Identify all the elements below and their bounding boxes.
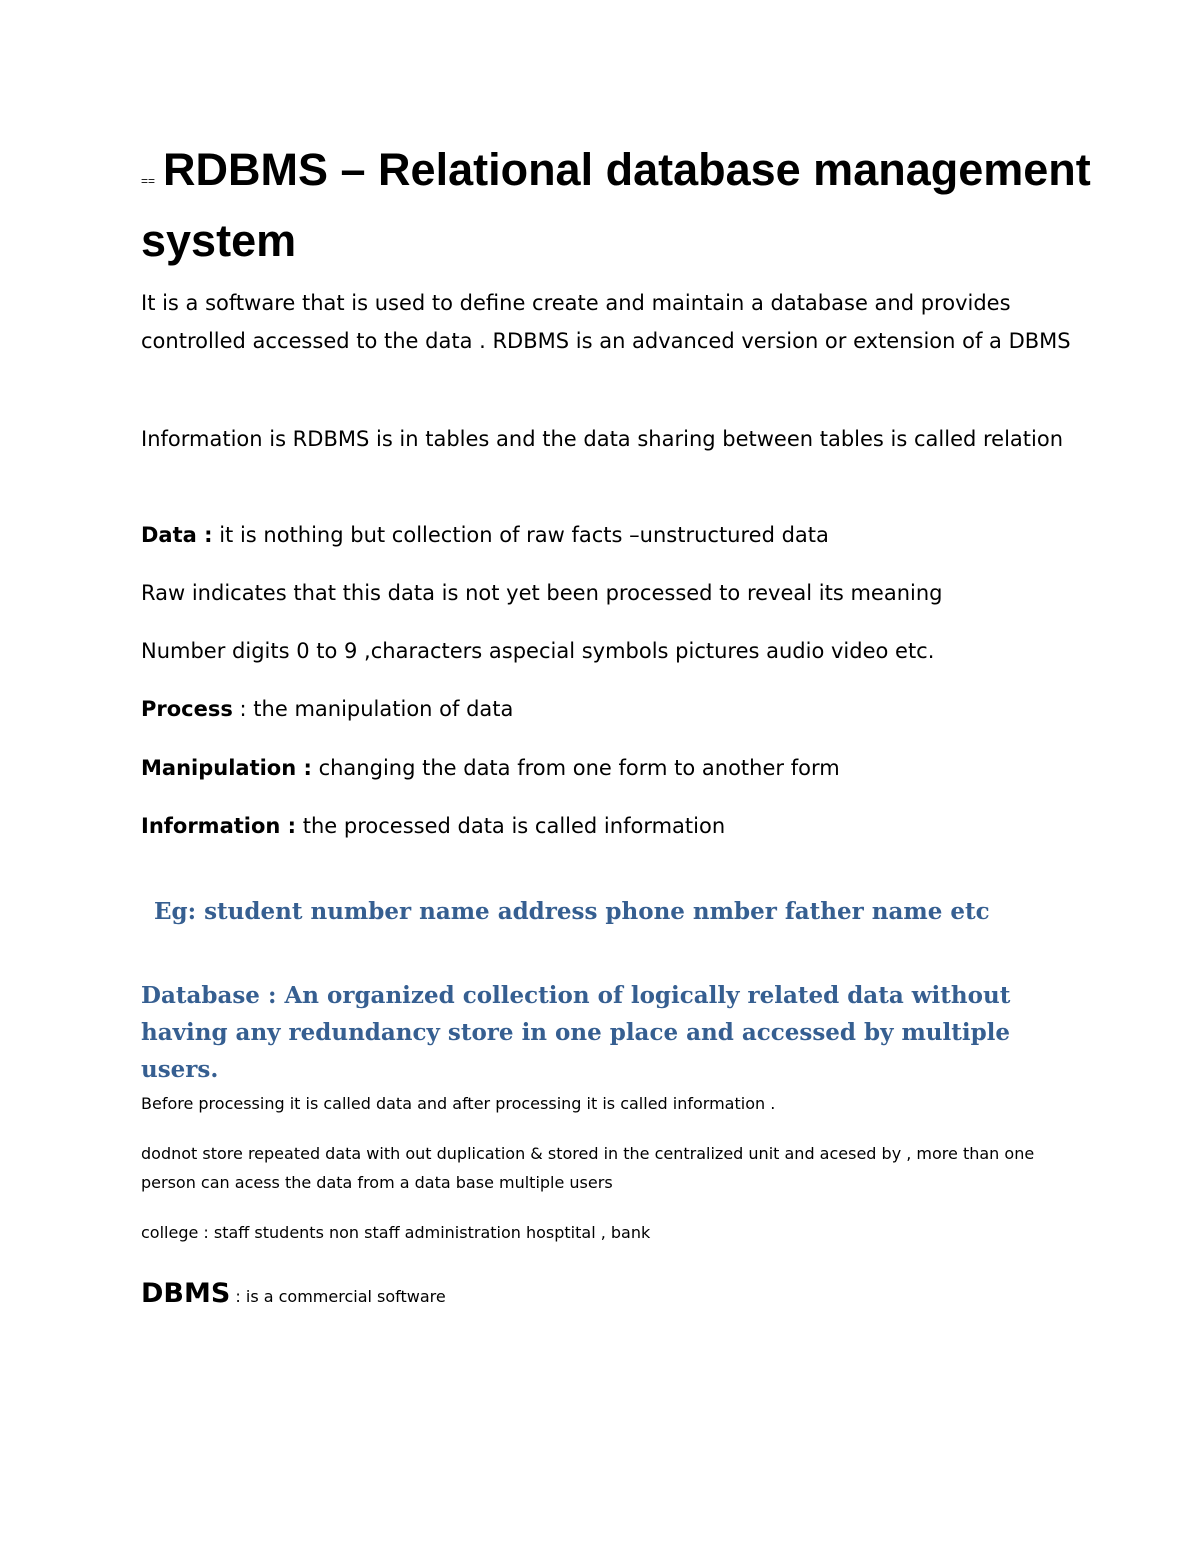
information-text: the processed data is called information <box>296 814 726 838</box>
data-text: it is nothing but collection of raw facts –unstructured data <box>212 523 829 547</box>
raw-definition: Raw indicates that this data is not yet been processed to reveal its meaning <box>141 581 943 605</box>
note-processing: Before processing it is called data and after processing it is called information . <box>141 1094 776 1113</box>
dbms-definition <box>141 1272 1101 1319</box>
database-definition: Database : An organized collection of logically related data without having any redundancy store in one place and accessed by multiple users. <box>141 982 1011 1083</box>
note-duplication: dodnot store repeated data with out duplication & stored in the centralized unit and acesed by , more than one person can acess the data from a data base multiple users <box>141 1144 1035 1192</box>
page-title <box>141 140 1101 271</box>
manipulation-definition <box>141 749 1101 787</box>
example-heading: Eg: student number name address phone nmber father name etc <box>154 898 990 925</box>
information-term: Information : <box>141 814 297 838</box>
title-text: RDBMS – Relational database management system <box>141 144 1091 266</box>
intro-paragraph: It is a software that is used to define create and maintain a database and provides controlled accessed to the data . RDBMS is an advanced version or extension of a DBMS <box>141 291 1071 353</box>
manipulation-text: changing the data from one form to another form <box>311 756 840 780</box>
dbms-term: DBMS <box>141 1278 231 1309</box>
process-term: Process <box>141 697 233 721</box>
process-text: : the manipulation of data <box>232 697 514 721</box>
information-paragraph: Information is RDBMS is in tables and the data sharing between tables is called relation <box>141 427 1064 451</box>
process-definition <box>141 690 1101 728</box>
manipulation-term: Manipulation : <box>141 756 312 780</box>
data-definition <box>141 516 1101 554</box>
title-marker: == <box>141 174 156 188</box>
information-definition <box>141 807 1101 845</box>
dbms-text: : is a commercial software <box>230 1287 446 1306</box>
number-definition: Number digits 0 to 9 ,characters aspecial symbols pictures audio video etc. <box>141 639 935 663</box>
note-college: college : staff students non staff administration hosptital , bank <box>141 1223 651 1242</box>
data-term: Data : <box>141 523 213 547</box>
